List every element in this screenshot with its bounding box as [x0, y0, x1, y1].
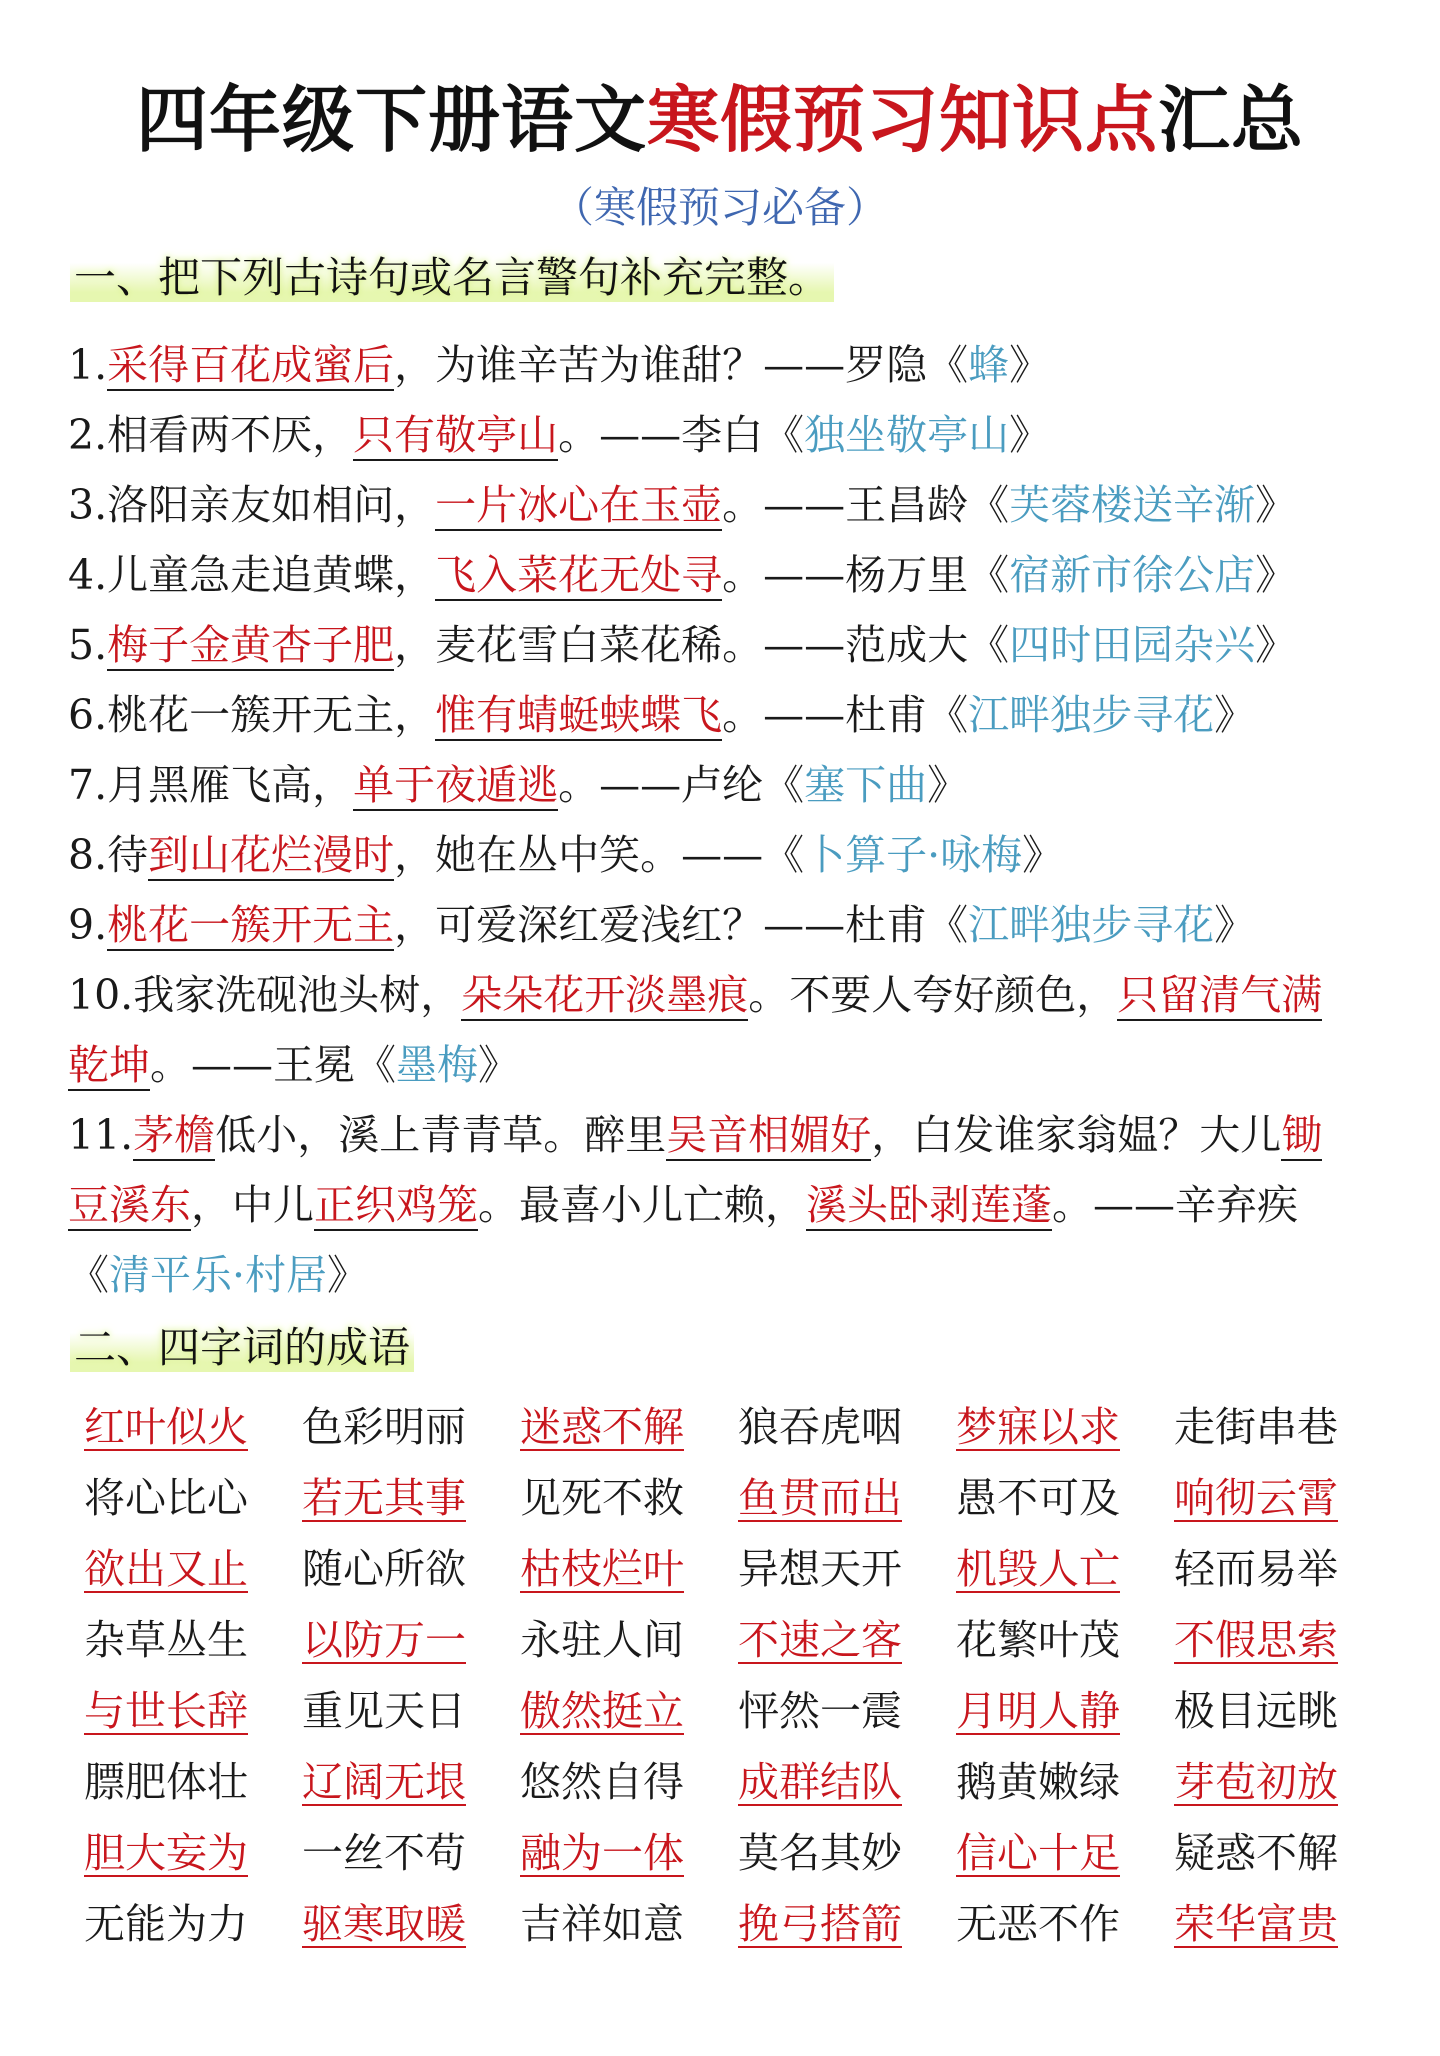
answer-text: 茅檐	[133, 1111, 216, 1159]
poem-text: 。——辛弃疾	[1052, 1181, 1298, 1229]
section-heading-poems-text: 一、把下列古诗句或名言警句补充完整。	[70, 253, 834, 302]
poem-line	[68, 400, 1378, 470]
idiom: 膘肥体壮	[84, 1758, 248, 1806]
poem-line	[68, 540, 1378, 610]
poem-line	[68, 610, 1378, 680]
idiom: 无恶不作	[956, 1900, 1120, 1948]
poem-text: 。——王冕《	[150, 1041, 396, 1089]
poem-text: 》	[1255, 481, 1297, 529]
answer-text: 正织鸡笼	[314, 1181, 478, 1229]
poem-title-text: 独坐敬亭山	[804, 411, 1010, 459]
poem-text: 1.	[68, 341, 108, 389]
poem-text: 》	[1255, 551, 1297, 599]
idiom-highlighted: 驱寒取暖	[302, 1900, 466, 1948]
idiom: 见死不救	[520, 1474, 684, 1522]
poem-line	[68, 470, 1378, 540]
title-part1: 四年级下册语文	[135, 78, 647, 162]
idiom-highlighted: 胆大妄为	[84, 1829, 248, 1877]
poem-text: 2.相看两不厌，	[68, 411, 354, 459]
idiom: 鹅黄嫩绿	[956, 1758, 1120, 1806]
idiom: 一丝不苟	[302, 1829, 466, 1877]
poem-line	[68, 680, 1378, 750]
idiom: 悠然自得	[520, 1758, 684, 1806]
idiom: 莫名其妙	[738, 1829, 902, 1877]
idiom-highlighted: 融为一体	[520, 1829, 684, 1877]
poem-text: ，麦花雪白菜花稀。——范成大《	[394, 621, 1010, 669]
answer-text: 一片冰心在玉壶	[435, 481, 723, 529]
idiom-highlighted: 不假思索	[1174, 1616, 1338, 1664]
poem-text: 。——杨万里《	[722, 551, 1010, 599]
poem-text: 11.	[68, 1111, 134, 1159]
idiom-highlighted: 迷惑不解	[520, 1403, 684, 1451]
answer-text: 到山花烂漫时	[148, 831, 395, 879]
section-heading-idioms	[70, 1318, 414, 1378]
answer-text: 飞入菜花无处寻	[435, 551, 723, 599]
poem-text: 5.	[68, 621, 108, 669]
title-highlight: 寒假预习知识点	[646, 78, 1158, 162]
poem-text: 。不要人夸好颜色，	[748, 971, 1118, 1019]
idiom-highlighted: 月明人静	[956, 1687, 1120, 1735]
answer-text: 豆溪东	[68, 1181, 191, 1229]
poem-text: 》	[1214, 691, 1256, 739]
poem-text: ，白发谁家翁媪？大儿	[871, 1111, 1282, 1159]
idiom-highlighted: 若无其事	[302, 1474, 466, 1522]
answer-text: 梅子金黄杏子肥	[107, 621, 395, 669]
idiom: 重见天日	[302, 1687, 466, 1735]
idiom-highlighted: 枯枝烂叶	[520, 1545, 684, 1593]
idiom-highlighted: 不速之客	[738, 1616, 902, 1664]
poem-text: 。——卢纶《	[558, 761, 805, 809]
idiom-highlighted: 成群结队	[738, 1758, 902, 1806]
poem-text: 4.儿童急走追黄蝶，	[68, 551, 436, 599]
idiom-highlighted: 机毁人亡	[956, 1545, 1120, 1593]
idiom-highlighted: 信心十足	[956, 1829, 1120, 1877]
idiom: 异想天开	[738, 1545, 902, 1593]
page-subtitle: （寒假预习必备）	[551, 183, 888, 232]
section-heading-poems	[70, 248, 834, 308]
poem-line	[68, 1030, 1378, 1100]
answer-text: 只留清气满	[1117, 971, 1323, 1019]
poem-text: ，可爱深红爱浅红？——杜甫《	[394, 901, 969, 949]
idiom: 无能为力	[84, 1900, 248, 1948]
poem-text: 7.月黑雁飞高，	[68, 761, 354, 809]
poem-title-text: 宿新市徐公店	[1009, 551, 1256, 599]
idiom-highlighted: 红叶似火	[84, 1403, 248, 1451]
idiom: 随心所欲	[302, 1545, 466, 1593]
idiom: 吉祥如意	[520, 1900, 684, 1948]
answer-text: 采得百花成蜜后	[107, 341, 395, 389]
answer-text: 桃花一簇开无主	[107, 901, 395, 949]
answer-text: 只有敬亭山	[353, 411, 559, 459]
idiom-highlighted: 傲然挺立	[520, 1687, 684, 1735]
idiom: 杂草丛生	[84, 1616, 248, 1664]
poem-text: 6.桃花一簇开无主，	[68, 691, 436, 739]
answer-text: 乾坤	[68, 1041, 150, 1089]
poem-text: 《	[68, 1251, 109, 1299]
poem-text: ，为谁辛苦为谁甜？——罗隐《	[394, 341, 969, 389]
idiom-highlighted: 梦寐以求	[956, 1403, 1120, 1451]
poem-title-text: 四时田园杂兴	[1009, 621, 1256, 669]
poem-text: 》	[1214, 901, 1256, 949]
answer-text: 锄	[1281, 1111, 1323, 1159]
poem-title-text: 江畔独步寻花	[968, 691, 1215, 739]
poem-text: 10.我家洗砚池头树，	[68, 971, 462, 1019]
idiom: 花繁叶茂	[956, 1616, 1120, 1664]
poem-text: 》	[1022, 831, 1064, 879]
poem-title-text: 江畔独步寻花	[968, 901, 1215, 949]
poem-text: 9.	[68, 901, 108, 949]
page-title	[0, 70, 1440, 170]
idiom-highlighted: 辽阔无垠	[302, 1758, 466, 1806]
answer-text: 溪头卧剥莲蓬	[806, 1181, 1052, 1229]
poem-list	[68, 330, 1378, 1310]
poem-title-text: 蜂	[968, 341, 1010, 389]
answer-text: 朵朵花开淡墨痕	[461, 971, 749, 1019]
poem-text: 》	[327, 1251, 369, 1299]
idiom-highlighted: 芽苞初放	[1174, 1758, 1338, 1806]
poem-text: 3.洛阳亲友如相问，	[68, 481, 436, 529]
idiom: 怦然一震	[738, 1687, 902, 1735]
poem-line	[68, 960, 1378, 1030]
idiom: 狼吞虎咽	[738, 1403, 902, 1451]
idiom: 永驻人间	[520, 1616, 684, 1664]
poem-line	[68, 750, 1378, 820]
poem-text: 8.待	[68, 831, 149, 879]
poem-line	[68, 890, 1378, 960]
section-heading-idioms-text: 二、四字词的成语	[70, 1323, 414, 1372]
poem-text: 低小，溪上青青草。醉里	[215, 1111, 667, 1159]
poem-text: 。——李白《	[558, 411, 805, 459]
poem-line	[68, 1100, 1378, 1170]
idiom: 轻而易举	[1174, 1545, 1338, 1593]
poem-line	[68, 1170, 1378, 1240]
idiom-highlighted: 挽弓搭箭	[738, 1900, 902, 1948]
idiom-highlighted: 以防万一	[302, 1616, 466, 1664]
idiom: 色彩明丽	[302, 1403, 466, 1451]
idiom: 走街串巷	[1174, 1403, 1338, 1451]
idiom-highlighted: 与世长辞	[84, 1687, 248, 1735]
poem-text: 。——王昌龄《	[722, 481, 1010, 529]
idiom-highlighted: 响彻云霄	[1174, 1474, 1338, 1522]
poem-line	[68, 1240, 1378, 1310]
poem-text: 。最喜小儿亡赖，	[478, 1181, 806, 1229]
poem-text: ，中儿	[191, 1181, 314, 1229]
answer-text: 惟有蜻蜓蛱蝶飞	[435, 691, 723, 739]
idiom-highlighted: 欲出又止	[84, 1545, 248, 1593]
idiom-highlighted: 荣华富贵	[1174, 1900, 1338, 1948]
poem-text: 》	[478, 1041, 519, 1089]
poem-text: ，她在丛中笑。——《	[394, 831, 805, 879]
idiom: 将心比心	[84, 1474, 248, 1522]
idiom: 极目远眺	[1174, 1687, 1338, 1735]
answer-text: 吴音相媚好	[666, 1111, 872, 1159]
poem-line	[68, 820, 1378, 890]
poem-title-text: 墨梅	[396, 1041, 478, 1089]
poem-title-text: 清平乐·村居	[109, 1251, 328, 1299]
poem-text: 》	[1255, 621, 1297, 669]
poem-title-text: 芙蓉楼送辛渐	[1009, 481, 1256, 529]
idiom-grid	[84, 1392, 1374, 1960]
answer-text: 单于夜遁逃	[353, 761, 559, 809]
idiom: 疑惑不解	[1174, 1829, 1338, 1877]
idiom-highlighted: 鱼贯而出	[738, 1474, 902, 1522]
poem-title-text: 卜算子·咏梅	[804, 831, 1023, 879]
poem-text: 。——杜甫《	[722, 691, 969, 739]
poem-text: 》	[927, 761, 969, 809]
poem-title-text: 塞下曲	[804, 761, 928, 809]
poem-text: 》	[1009, 341, 1051, 389]
poem-line	[68, 330, 1378, 400]
poem-text: 》	[1009, 411, 1051, 459]
idiom: 愚不可及	[956, 1474, 1120, 1522]
title-part3: 汇总	[1158, 78, 1305, 162]
